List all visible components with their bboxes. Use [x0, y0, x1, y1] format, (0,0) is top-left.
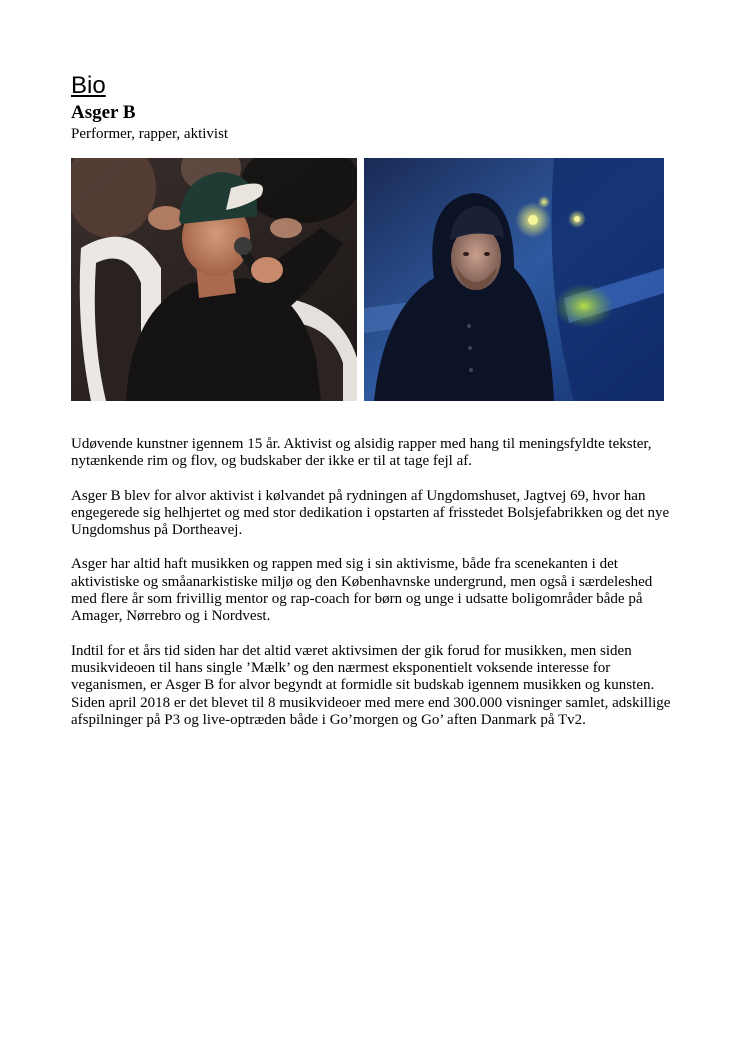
- artist-subtitle: Performer, rapper, aktivist: [71, 126, 229, 142]
- bio-body: [71, 436, 681, 746]
- bio-paragraph: Asger B blev for alvor aktivist i kølvandet på rydningen af Ungdomshuset, Jagtvej 69, hvor han engegerede sig helhjertet og med stor dedikation i opstarten af frisstedet Bolsjefabrikken og det nye Ungdomshus på Dortheavej.: [71, 487, 670, 539]
- performer-with-microphone-photo: [71, 158, 357, 401]
- section-title: Bio: [71, 72, 106, 99]
- photo-row: [71, 158, 664, 401]
- bio-paragraph: Indtil for et års tid siden har det altid været aktivsimen der gik forud for musikken, men siden musikvideoen til hans single ’Mælk’ og den nærmest eksponentielt voksende interesse for veganismen, er Asger B for alvor begyndt at formidle sit budskab igennem musikken og kunsten. Siden april 2018 er det blevet til 8 musikvideoer med mere end 300.000 visninger samlet, adskillige afspilninger på P3 og live-optræden både i Go’morgen og Go’ aften Danmark på Tv2.: [71, 642, 671, 728]
- artist-name: Asger B: [71, 102, 136, 123]
- document-page: [71, 72, 681, 728]
- bio-paragraph: Udøvende kunstner igennem 15 år. Aktivist og alsidig rapper med hang til meningsfyldte tekster, nytænkende rim og flov, og budskaber der ikke er til at tage fejl af.: [71, 436, 652, 470]
- hooded-portrait-photo: [364, 158, 664, 401]
- bio-paragraph: Asger har altid haft musikken og rappen med sig i sin aktivisme, både fra scenekanten i det aktivistiske og småanarkistiske miljø og den Københavnske undergrund, men også i særdeleshed med flere år som frivillig mentor og rap-coach for børn og unge i udsatte boligområder både på Amager, Nørrebro og i Nordvest.: [71, 556, 653, 625]
